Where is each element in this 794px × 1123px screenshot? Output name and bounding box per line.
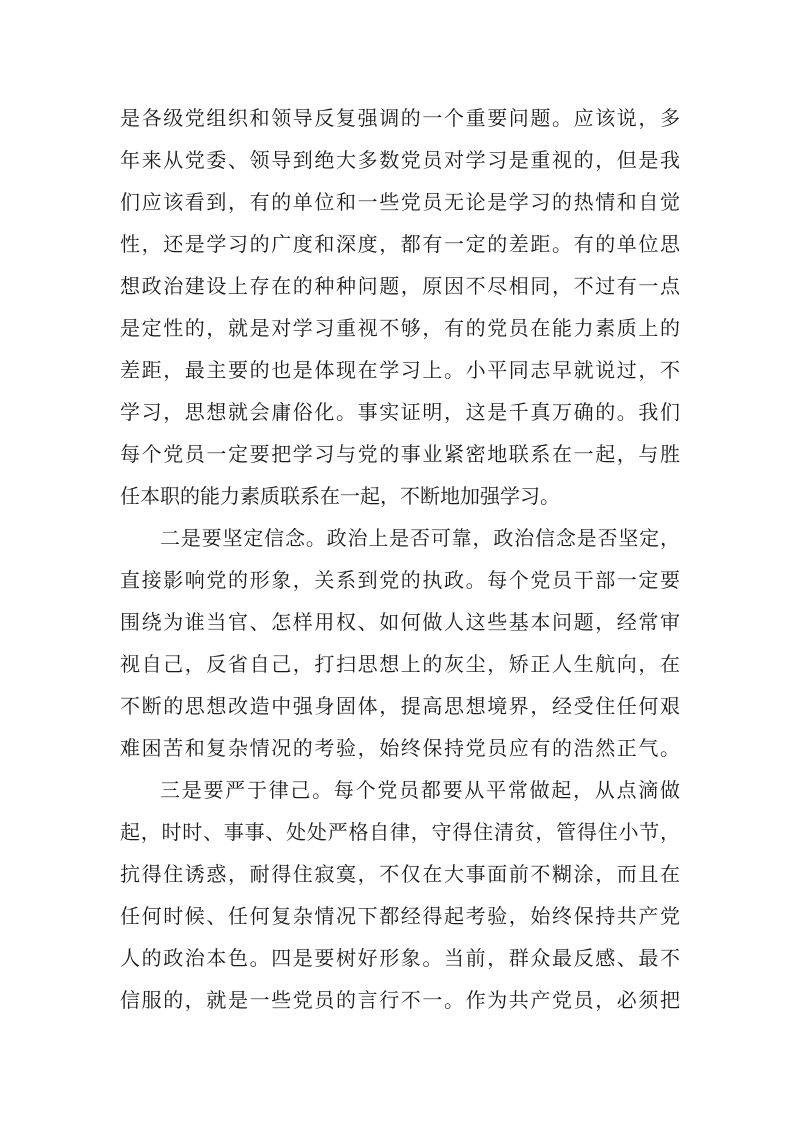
text-line: 差距，最主要的也是体现在学习上。小平同志早就说过，不 [120,358,680,382]
text-line: 每个党员一定要把学习与党的事业紧密地联系在一起，与胜 [120,442,680,466]
text-line: 抗得住诱惑，耐得住寂寞，不仅在大事面前不糊涂，而且在 [120,862,680,886]
text-line: 视自己，反省自己，打扫思想上的灰尘，矫正人生航向，在 [120,652,680,676]
text-line: 难困苦和复杂情况的考验，始终保持党员应有的浩然正气。 [120,736,680,760]
text-line: 起，时时、事事、处处严格自律，守得住清贫，管得住小节， [120,820,680,844]
text-line: 信服的，就是一些党员的言行不一。作为共产党员，必须把 [120,988,680,1012]
text-line: 任本职的能力素质联系在一起，不断地加强学习。 [120,484,560,508]
paragraph-start-line: 三是要严于律己。每个党员都要从平常做起，从点滴做 [160,778,680,802]
text-line: 想政治建设上存在的种种问题，原因不尽相同，不过有一点 [120,274,680,298]
text-line: 们应该看到，有的单位和一些党员无论是学习的热情和自觉 [120,190,680,214]
text-line: 性，还是学习的广度和深度，都有一定的差距。有的单位思 [120,232,680,256]
text-line: 学习，思想就会庸俗化。事实证明，这是千真万确的。我们 [120,400,680,424]
text-line: 年来从党委、领导到绝大多数党员对学习是重视的，但是我 [120,148,680,172]
text-line: 是各级党组织和领导反复强调的一个重要问题。应该说，多 [120,106,680,130]
text-line: 围绕为谁当官、怎样用权、如何做人这些基本问题，经常审 [120,610,680,634]
text-line: 是定性的，就是对学习重视不够，有的党员在能力素质上的 [120,316,680,340]
paragraph-start-line: 二是要坚定信念。政治上是否可靠，政治信念是否坚定， [160,526,680,550]
text-line: 人的政治本色。四是要树好形象。当前，群众最反感、最不 [120,946,680,970]
text-line: 直接影响党的形象，关系到党的执政。每个党员干部一定要 [120,568,680,592]
text-line: 任何时候、任何复杂情况下都经得起考验，始终保持共产党 [120,904,680,928]
text-line: 不断的思想改造中强身固体，提高思想境界，经受住任何艰 [120,694,680,718]
